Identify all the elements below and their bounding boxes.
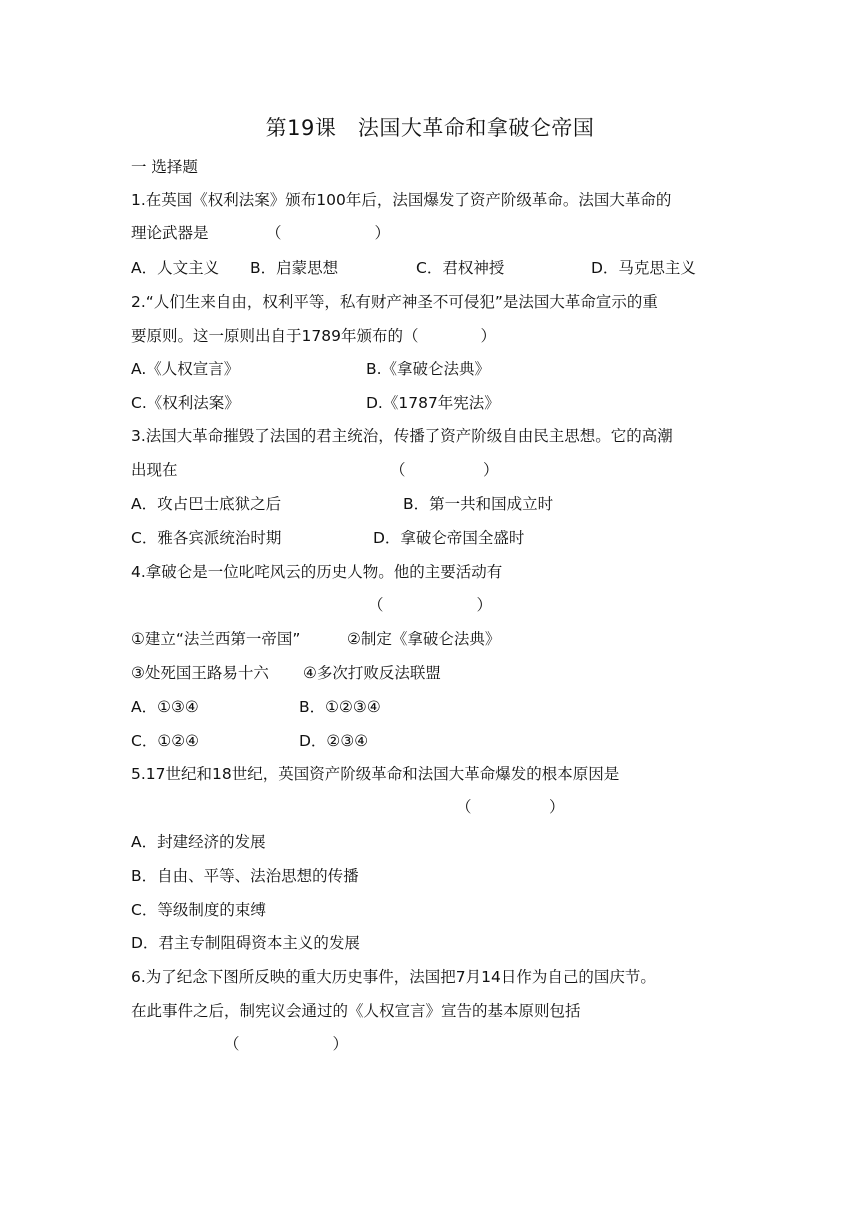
question-6-line-2: 在此事件之后，制宪议会通过的《人权宣言》宣告的基本原则包括 xyxy=(131,1002,581,1020)
question-4-item-2: ②制定《拿破仑法典》 xyxy=(347,630,501,648)
question-2-option-c: C.《权利法案》 xyxy=(131,394,240,412)
question-3-option-a: A．攻占巴士底狱之后 xyxy=(131,495,282,513)
question-3-option-d: D．拿破仑帝国全盛时 xyxy=(373,529,525,547)
question-1-option-b: B．启蒙思想 xyxy=(250,259,339,277)
question-4-item-4: ④多次打败反法联盟 xyxy=(303,664,441,682)
question-5-answer-paren: （ ） xyxy=(456,798,565,816)
question-4-answer-paren: （ ） xyxy=(368,596,493,614)
question-1-line-2: 理论武器是 xyxy=(131,224,209,242)
question-3-answer-paren: （ ） xyxy=(390,461,499,479)
question-5-option-b: B．自由、平等、法治思想的传播 xyxy=(131,867,359,885)
question-6-answer-paren: （ ） xyxy=(224,1035,349,1053)
question-1-option-c: C．君权神授 xyxy=(416,259,505,277)
section-heading: 一 选择题 xyxy=(131,158,198,176)
question-5-line-1: 5.17世纪和18世纪，英国资产阶级革命和法国大革命爆发的根本原因是 xyxy=(131,765,620,783)
question-4-item-1: ①建立“法兰西第一帝国” xyxy=(131,630,301,648)
question-3-line-1: 3.法国大革命摧毁了法国的君主统治，传播了资产阶级自由民主思想。它的高潮 xyxy=(131,427,673,445)
question-3-line-2: 出现在 xyxy=(131,461,178,479)
question-5-option-c: C．等级制度的束缚 xyxy=(131,901,266,919)
question-1-option-d: D．马克思主义 xyxy=(591,259,696,277)
question-4-option-b: B．①②③④ xyxy=(299,698,381,716)
question-1-line-1: 1.在英国《权利法案》颁布100年后，法国爆发了资产阶级革命。法国大革命的 xyxy=(131,191,672,209)
question-1-answer-paren: （ ） xyxy=(266,224,391,242)
question-4-item-3: ③处死国王路易十六 xyxy=(131,664,269,682)
question-2-option-d: D.《1787年宪法》 xyxy=(366,394,500,412)
question-2-line-2: 要原则。这一原则出自于1789年颁布的（ ） xyxy=(131,327,496,345)
lesson-title: 第19课 法国大革命和拿破仑帝国 xyxy=(265,116,595,140)
question-2-option-a: A.《人权宣言》 xyxy=(131,360,240,378)
question-1-option-a: A．人文主义 xyxy=(131,259,220,277)
question-2-line-1: 2.“人们生来自由，权利平等，私有财产神圣不可侵犯”是法国大革命宣示的重 xyxy=(131,293,658,311)
question-2-option-b: B.《拿破仑法典》 xyxy=(366,360,491,378)
question-5-option-a: A．封建经济的发展 xyxy=(131,833,266,851)
question-4-option-d: D．②③④ xyxy=(299,732,369,750)
question-6-line-1: 6.为了纪念下图所反映的重大历史事件，法国把7月14日作为自己的国庆节。 xyxy=(131,968,656,986)
question-4-line-1: 4.拿破仑是一位叱咤风云的历史人物。他的主要活动有 xyxy=(131,563,503,581)
question-3-option-c: C．雅各宾派统治时期 xyxy=(131,529,282,547)
question-5-option-d: D．君主专制阻碍资本主义的发展 xyxy=(131,934,360,952)
question-3-option-b: B．第一共和国成立时 xyxy=(403,495,554,513)
question-4-option-a: A．①③④ xyxy=(131,698,199,716)
question-4-option-c: C．①②④ xyxy=(131,732,200,750)
